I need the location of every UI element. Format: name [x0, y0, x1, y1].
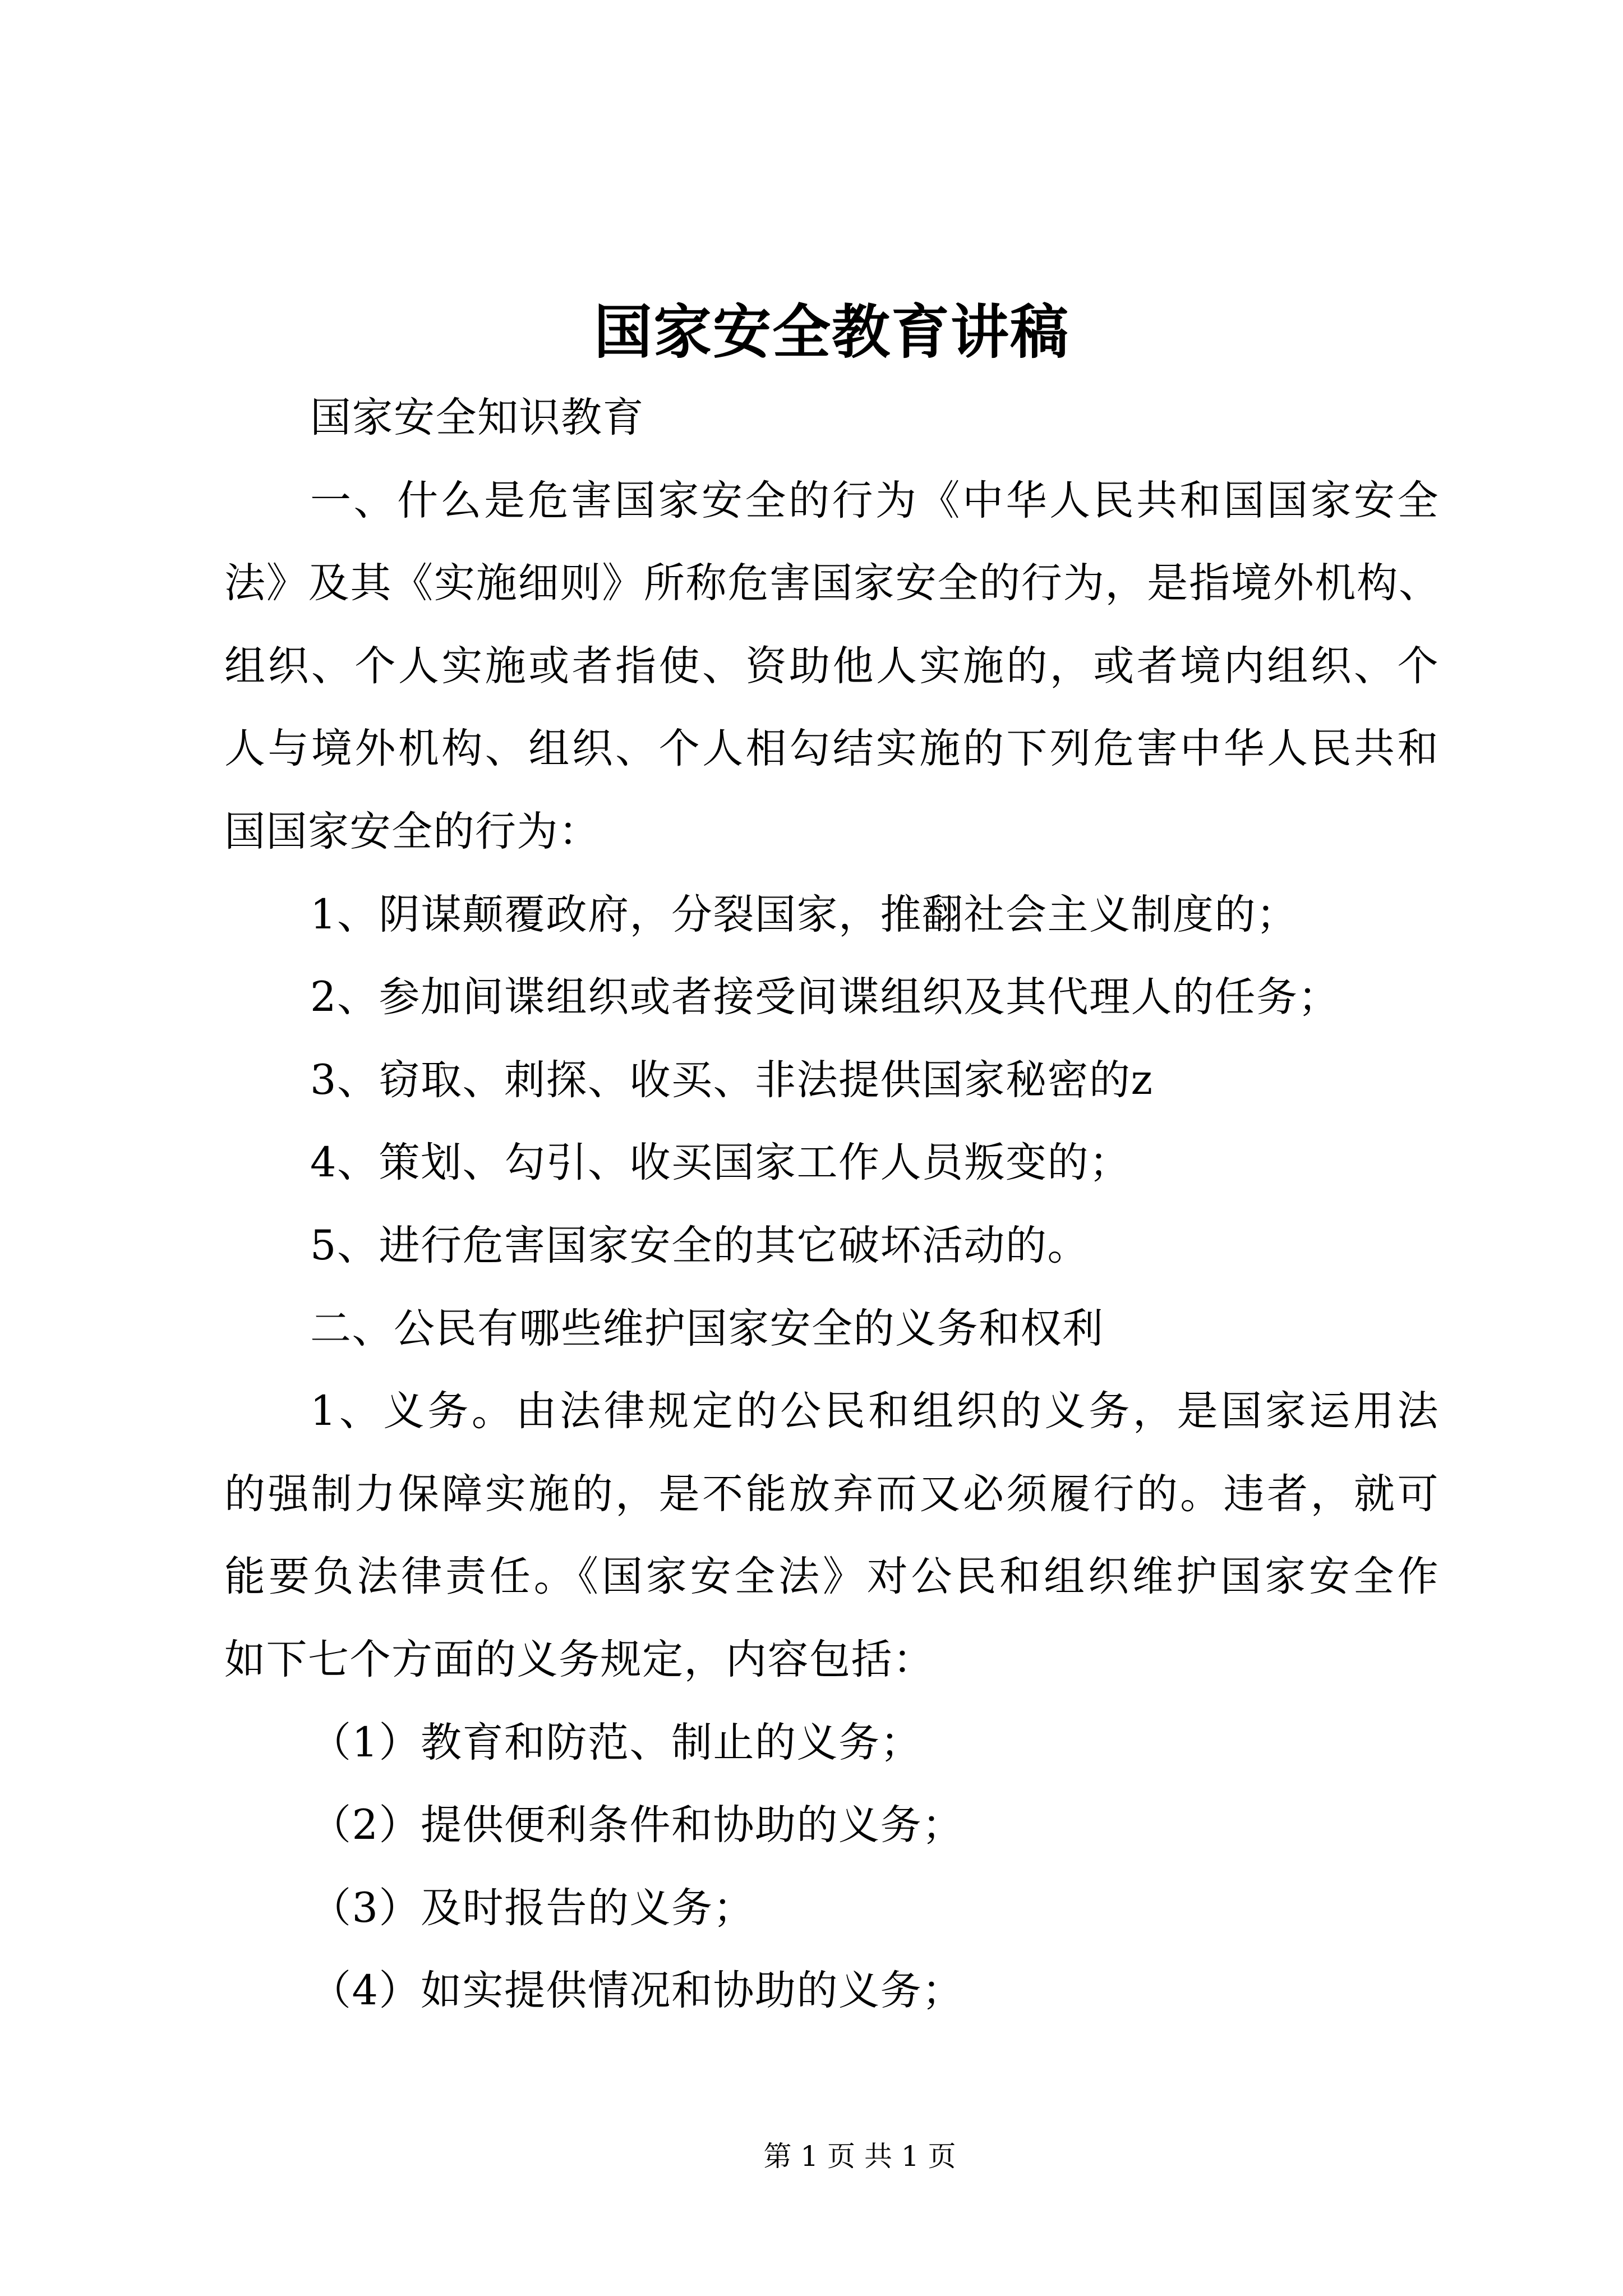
section-1-line: 一、什么是危害国家安全的行为《中华人民共和国国家安全 [310, 476, 1439, 524]
list-item: 2、参加间谍组织或者接受间谍组织及其代理人的任务； [310, 973, 1340, 1022]
section-2-line: 如下七个方面的义务规定，内容包括： [224, 1635, 935, 1683]
list-item: 1、阴谋颠覆政府，分裂国家，推翻社会主义制度的； [310, 890, 1298, 938]
list-item: 3、窃取、刺探、收买、非法提供国家秘密的z [310, 1056, 1154, 1104]
section-heading: 二、公民有哪些维护国家安全的义务和权利 [310, 1304, 1104, 1352]
subtitle: 国家安全知识教育 [310, 394, 644, 441]
duty-item: （2）提供便利条件和协助的义务； [310, 1801, 964, 1849]
duty-item: （3）及时报告的义务； [310, 1884, 755, 1932]
list-item: 5、进行危害国家安全的其它破坏活动的。 [310, 1221, 1089, 1269]
document-title: 国家安全教育讲稿 [593, 297, 1069, 366]
section-1-line: 组织、个人实施或者指使、资助他人实施的，或者境内组织、个 [224, 642, 1439, 690]
duty-item: （4）如实提供情况和协助的义务； [310, 1967, 964, 2015]
section-2-line: 的强制力保障实施的，是不能放弃而又必须履行的。违者，就可 [224, 1470, 1439, 1518]
duty-item: （1）教育和防范、制止的义务； [310, 1718, 922, 1766]
section-1-line: 人与境外机构、组织、个人相勾结实施的下列危害中华人民共和 [224, 725, 1439, 773]
page-footer: 第 1 页 共 1 页 [763, 2140, 956, 2173]
section-2-line: 1、义务。由法律规定的公民和组织的义务，是国家运用法 [310, 1387, 1439, 1435]
section-1-line: 法》及其《实施细则》所称危害国家安全的行为，是指境外机构、 [224, 559, 1439, 608]
section-2-line: 能要负法律责任。《国家安全法》对公民和组织维护国家安全作 [224, 1553, 1439, 1601]
section-1-line: 国国家安全的行为： [224, 807, 601, 855]
document-body [224, 376, 1439, 2032]
list-item: 4、策划、勾引、收买国家工作人员叛变的； [310, 1139, 1131, 1187]
